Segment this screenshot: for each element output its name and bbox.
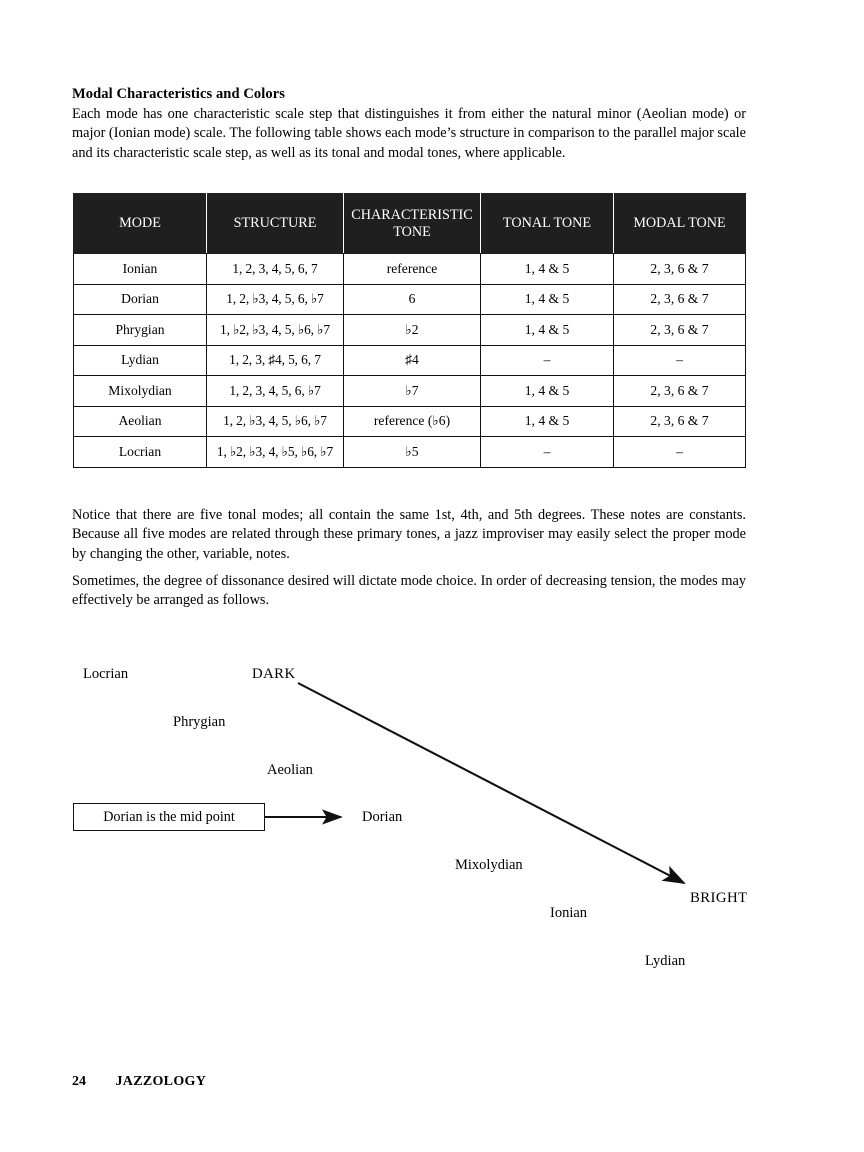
mode-brightness-diagram xyxy=(0,640,864,1000)
dorian-midpoint-callout: Dorian is the mid point xyxy=(73,803,265,831)
cell-modal-tone: 2, 3, 6 & 7 xyxy=(614,315,746,346)
table-row xyxy=(74,345,746,376)
diagram-label-ionian: Ionian xyxy=(550,905,588,921)
modal-characteristics-table xyxy=(73,193,746,468)
section-heading: Modal Characteristics and Colors xyxy=(72,86,286,102)
table-row xyxy=(74,284,746,315)
cell-mode: Mixolydian xyxy=(74,376,207,407)
diagram-label-phrygian: Phrygian xyxy=(173,714,226,730)
cell-mode: Locrian xyxy=(74,437,207,468)
cell-tonal-tone: – xyxy=(481,345,614,376)
cell-tonal-tone: 1, 4 & 5 xyxy=(481,376,614,407)
table-row xyxy=(74,437,746,468)
footer-book-title: JAZZOLOGY xyxy=(115,1074,207,1089)
cell-characteristic-tone: reference (♭6) xyxy=(344,406,481,437)
cell-characteristic-tone: reference xyxy=(344,254,481,285)
cell-structure: 1, 2, ♭3, 4, 5, ♭6, ♭7 xyxy=(207,406,344,437)
page-footer xyxy=(72,1074,206,1090)
diagram-label-bright: BRIGHT xyxy=(690,890,748,906)
cell-characteristic-tone: ♭7 xyxy=(344,376,481,407)
table-row xyxy=(74,376,746,407)
cell-characteristic-tone: 6 xyxy=(344,284,481,315)
body-paragraph-2: Sometimes, the degree of dissonance desired will dictate mode choice. In order of decreasing tension, the modes may effectively be arranged as follows. xyxy=(72,573,746,609)
cell-characteristic-tone: ♭5 xyxy=(344,437,481,468)
table-row xyxy=(74,406,746,437)
cell-structure: 1, ♭2, ♭3, 4, ♭5, ♭6, ♭7 xyxy=(207,437,344,468)
column-header-characteristic-tone: CHARACTERISTIC TONE xyxy=(344,194,481,254)
cell-characteristic-tone: ♭2 xyxy=(344,315,481,346)
diagram-label-lydian: Lydian xyxy=(645,953,686,969)
column-header-mode: MODE xyxy=(74,194,207,254)
diagram-label-dark: DARK xyxy=(252,666,296,682)
diagram-label-locrian: Locrian xyxy=(83,666,129,682)
table-header-row xyxy=(74,194,746,254)
dark-to-bright-arrow xyxy=(298,683,684,883)
cell-mode: Phrygian xyxy=(74,315,207,346)
diagram-label-mixolydian: Mixolydian xyxy=(455,857,523,873)
cell-mode: Ionian xyxy=(74,254,207,285)
table-row xyxy=(74,254,746,285)
cell-modal-tone: 2, 3, 6 & 7 xyxy=(614,284,746,315)
cell-tonal-tone: 1, 4 & 5 xyxy=(481,254,614,285)
cell-structure: 1, 2, 3, 4, 5, 6, 7 xyxy=(207,254,344,285)
cell-modal-tone: – xyxy=(614,437,746,468)
cell-characteristic-tone: ♯4 xyxy=(344,345,481,376)
diagram-label-aeolian: Aeolian xyxy=(267,762,313,778)
table-body xyxy=(74,254,746,468)
footer-page-number: 24 xyxy=(72,1074,86,1089)
cell-tonal-tone: 1, 4 & 5 xyxy=(481,406,614,437)
intro-paragraph: Each mode has one characteristic scale step that distinguishes it from either the natural minor (Aeolian mode) or major (Ionian mode) scale. The following table shows each mode’s structure in comparison to the parallel major scale and its characteristic scale step, as well as its tonal and modal tones, where applicable. xyxy=(72,106,746,161)
cell-structure: 1, 2, 3, 4, 5, 6, ♭7 xyxy=(207,376,344,407)
cell-structure: 1, 2, ♭3, 4, 5, 6, ♭7 xyxy=(207,284,344,315)
cell-tonal-tone: – xyxy=(481,437,614,468)
cell-modal-tone: 2, 3, 6 & 7 xyxy=(614,406,746,437)
cell-mode: Dorian xyxy=(74,284,207,315)
diagram-label-dorian: Dorian xyxy=(362,809,403,825)
cell-modal-tone: 2, 3, 6 & 7 xyxy=(614,254,746,285)
column-header-tonal-tone: TONAL TONE xyxy=(481,194,614,254)
cell-tonal-tone: 1, 4 & 5 xyxy=(481,284,614,315)
cell-modal-tone: – xyxy=(614,345,746,376)
cell-tonal-tone: 1, 4 & 5 xyxy=(481,315,614,346)
cell-modal-tone: 2, 3, 6 & 7 xyxy=(614,376,746,407)
column-header-modal-tone: MODAL TONE xyxy=(614,194,746,254)
cell-mode: Aeolian xyxy=(74,406,207,437)
body-paragraph-1: Notice that there are five tonal modes; all contain the same 1st, 4th, and 5th degrees. These notes are constants. Because all five modes are related through these primary tones, a jazz improviser may easily select the proper mode by changing the other, variable, notes. xyxy=(72,507,746,562)
cell-structure: 1, ♭2, ♭3, 4, 5, ♭6, ♭7 xyxy=(207,315,344,346)
table-row xyxy=(74,315,746,346)
cell-mode: Lydian xyxy=(74,345,207,376)
cell-structure: 1, 2, 3, ♯4, 5, 6, 7 xyxy=(207,345,344,376)
column-header-structure: STRUCTURE xyxy=(207,194,344,254)
